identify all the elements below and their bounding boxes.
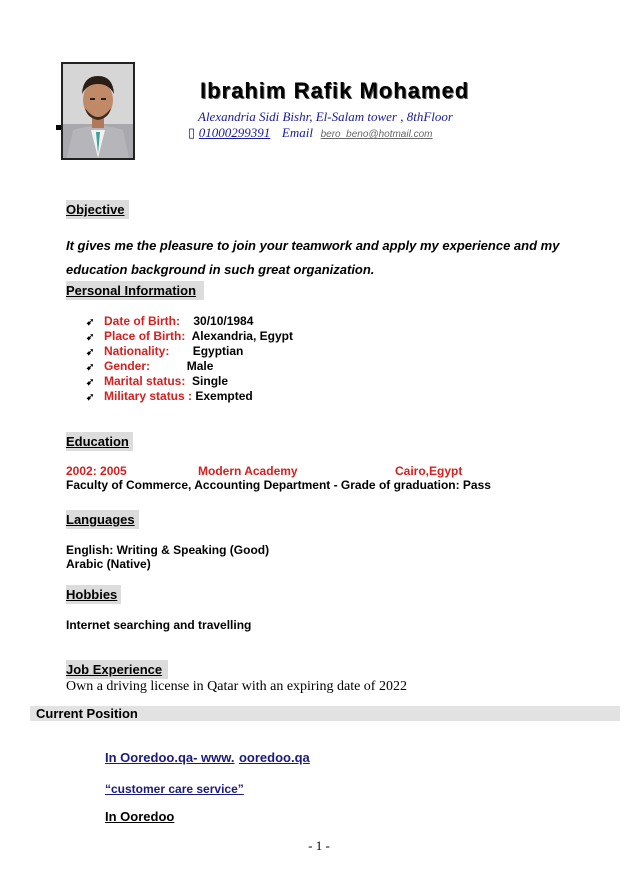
field-value: Single xyxy=(192,374,229,388)
field-value: Male xyxy=(186,359,214,373)
arrow-bullet-icon: ➹ xyxy=(86,362,95,373)
list-item xyxy=(86,389,293,404)
language-item: Arabic (Native) xyxy=(66,557,151,571)
education-years: 2002: 2005 xyxy=(66,464,127,478)
arrow-bullet-icon: ➹ xyxy=(86,392,95,403)
company2-line xyxy=(105,808,174,826)
company2-text: In Ooredoo xyxy=(105,809,175,824)
education-location: Cairo,Egypt xyxy=(395,464,463,478)
language-item: English: Writing & Speaking (Good) xyxy=(66,543,270,557)
list-item xyxy=(86,374,293,389)
education-row xyxy=(66,464,586,479)
languages-heading: Languages xyxy=(66,510,139,529)
personal-info-list xyxy=(86,314,293,404)
person-portrait-icon xyxy=(63,64,133,158)
education-school: Modern Academy xyxy=(198,464,298,478)
phone-number[interactable]: 01000299391 xyxy=(198,125,271,140)
languages-section xyxy=(66,510,139,529)
objective-heading: Objective xyxy=(66,200,129,219)
company-site-link[interactable]: ooredoo.qa xyxy=(238,750,310,765)
personal-section xyxy=(66,281,204,300)
field-label: Place of Birth: xyxy=(104,329,186,343)
list-item xyxy=(86,314,293,329)
hobbies-section xyxy=(66,585,121,604)
email-link[interactable]: bero_beno@hotmail.com xyxy=(320,129,433,140)
profile-photo xyxy=(61,62,135,160)
job-section xyxy=(66,660,168,679)
education-section xyxy=(66,432,133,451)
decorative-dot xyxy=(56,125,61,130)
role-text: “customer care service” xyxy=(105,782,244,796)
contact-line xyxy=(188,125,432,141)
arrow-bullet-icon: ➹ xyxy=(86,332,95,343)
field-label: Date of Birth: xyxy=(104,314,180,328)
page-number: - 1 - xyxy=(308,838,330,853)
field-value: Exempted xyxy=(195,389,253,403)
company-link[interactable]: In Ooredoo.qa- www. xyxy=(105,750,235,765)
job-heading: Job Experience xyxy=(66,660,168,679)
address-line: Alexandria Sidi Bishr, El-Salam tower , 8thFloor xyxy=(198,109,453,124)
field-label: Nationality: xyxy=(104,344,170,358)
education-heading: Education xyxy=(66,432,133,451)
hobbies-heading: Hobbies xyxy=(66,585,121,604)
company-line xyxy=(105,749,310,767)
arrow-bullet-icon: ➹ xyxy=(86,317,95,328)
field-label: Gender: xyxy=(104,359,151,373)
hobbies-text: Internet searching and travelling xyxy=(66,618,252,632)
field-value: 30/10/1984 xyxy=(193,314,254,328)
field-label: Marital status: xyxy=(104,374,186,388)
field-label: Military status : xyxy=(104,389,193,403)
list-item xyxy=(86,359,293,374)
list-item xyxy=(86,329,293,344)
objective-text: It gives me the pleasure to join your teamwork and apply my experience and my education background in such great organization. xyxy=(66,238,560,277)
list-item xyxy=(86,344,293,359)
page-title: Ibrahim Rafik Mohamed xyxy=(200,78,470,103)
current-position-heading: Current Position xyxy=(30,706,620,721)
role-line xyxy=(105,780,244,798)
personal-heading: Personal Information xyxy=(66,281,204,300)
field-value: Alexandria, Egypt xyxy=(191,329,293,343)
arrow-bullet-icon: ➹ xyxy=(86,377,95,388)
objective-section xyxy=(66,200,129,219)
field-value: Egyptian xyxy=(192,344,244,358)
arrow-bullet-icon: ➹ xyxy=(86,347,95,358)
education-details: Faculty of Commerce, Accounting Department - Grade of graduation: Pass xyxy=(66,478,491,492)
phone-icon: ▯ xyxy=(188,125,196,140)
email-label: Email xyxy=(281,125,313,140)
job-text: Own a driving license in Qatar with an expiring date of 2022 xyxy=(66,679,407,694)
